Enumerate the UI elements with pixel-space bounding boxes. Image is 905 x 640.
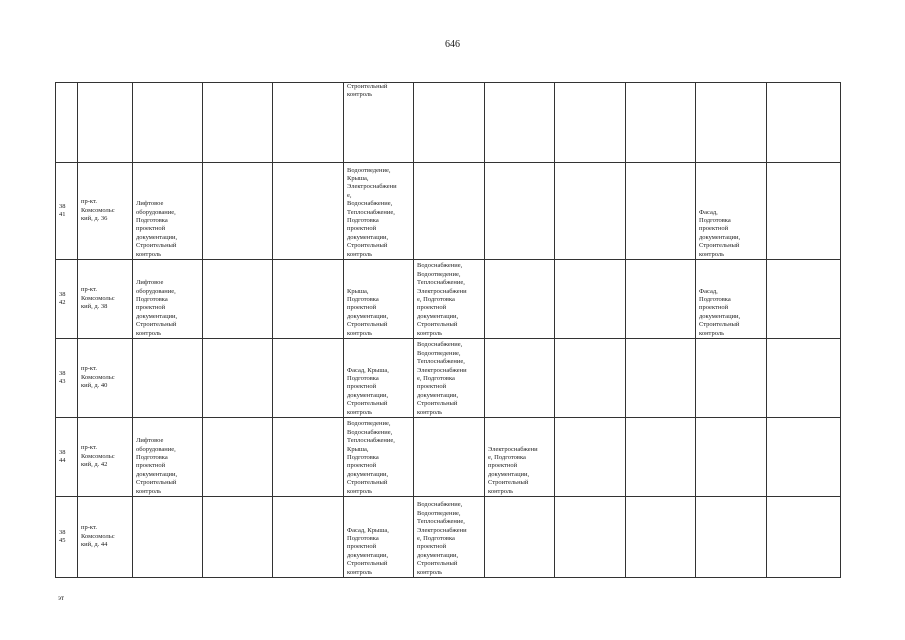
work-cell-5 <box>273 260 344 339</box>
row-number-cell <box>56 83 78 163</box>
work-cell-3 <box>133 497 203 578</box>
work-cell-3 <box>133 339 203 418</box>
work-cell-6: Водоотведение, Крыша, Электроснабжени е, Водоснабжение, Теплоснабжение, Подготовка проектной документации, Строительный контроль <box>344 163 414 260</box>
work-cell-8: Электроснабжени е, Подготовка проектной документации, Строительный контроль <box>485 418 555 497</box>
work-cell-4 <box>203 163 273 260</box>
work-cell-9 <box>555 83 626 163</box>
work-cell-7 <box>414 418 485 497</box>
address-cell: пр-кт. Комсомольс кий, д. 40 <box>78 339 133 418</box>
address-cell: пр-кт. Комсомольс кий, д. 36 <box>78 163 133 260</box>
row-number-cell: 38 45 <box>56 497 78 578</box>
work-cell-11: Фасад, Подготовка проектной документации, Строительный контроль <box>696 260 767 339</box>
work-cell-7 <box>414 163 485 260</box>
address-cell <box>78 83 133 163</box>
table-row <box>56 83 841 163</box>
work-cell-9 <box>555 163 626 260</box>
address-cell: пр-кт. Комсомольс кий, д. 44 <box>78 497 133 578</box>
work-cell-8 <box>485 83 555 163</box>
row-number-cell: 38 44 <box>56 418 78 497</box>
row-number-cell: 38 41 <box>56 163 78 260</box>
work-cell-7: Водоснабжение, Водоотведение, Теплоснабжение, Электроснабжени е, Подготовка проектной документации, Строительный контроль <box>414 497 485 578</box>
work-cell-5 <box>273 83 344 163</box>
work-cell-4 <box>203 260 273 339</box>
repair-schedule-table <box>55 82 841 578</box>
work-cell-9 <box>555 260 626 339</box>
work-cell-9 <box>555 339 626 418</box>
work-cell-5 <box>273 418 344 497</box>
work-cell-4 <box>203 497 273 578</box>
work-cell-9 <box>555 497 626 578</box>
work-cell-7 <box>414 83 485 163</box>
work-cell-8 <box>485 163 555 260</box>
work-cell-8 <box>485 497 555 578</box>
work-cell-4 <box>203 339 273 418</box>
work-cell-10 <box>626 163 696 260</box>
work-cell-7: Водоснабжение, Водоотведение, Теплоснабжение, Электроснабжени е, Подготовка проектной документации, Строительный контроль <box>414 339 485 418</box>
work-cell-12 <box>767 83 841 163</box>
work-cell-7: Водоснабжение, Водоотведение, Теплоснабжение, Электроснабжени е, Подготовка проектной документации, Строительный контроль <box>414 260 485 339</box>
work-cell-3 <box>133 83 203 163</box>
work-cell-12 <box>767 497 841 578</box>
work-cell-3: Лифтовое оборудование, Подготовка проектной документации, Строительный контроль <box>133 260 203 339</box>
table-row <box>56 163 841 260</box>
work-cell-5 <box>273 497 344 578</box>
work-cell-6: Крыша, Подготовка проектной документации, Строительный контроль <box>344 260 414 339</box>
footer-mark: эт <box>58 594 65 602</box>
work-cell-6: Фасад, Крыша, Подготовка проектной документации, Строительный контроль <box>344 497 414 578</box>
table-row <box>56 497 841 578</box>
work-cell-3: Лифтовое оборудование, Подготовка проектной документации, Строительный контроль <box>133 418 203 497</box>
work-cell-12 <box>767 163 841 260</box>
work-cell-11 <box>696 418 767 497</box>
work-cell-6: Строительный контроль <box>344 83 414 163</box>
work-cell-5 <box>273 339 344 418</box>
work-cell-10 <box>626 83 696 163</box>
work-cell-3: Лифтовое оборудование, Подготовка проектной документации, Строительный контроль <box>133 163 203 260</box>
work-cell-12 <box>767 339 841 418</box>
work-cell-5 <box>273 163 344 260</box>
work-cell-11 <box>696 339 767 418</box>
address-cell: пр-кт. Комсомольс кий, д. 42 <box>78 418 133 497</box>
work-cell-8 <box>485 339 555 418</box>
work-cell-11 <box>696 83 767 163</box>
work-cell-10 <box>626 260 696 339</box>
work-cell-11: Фасад, Подготовка проектной документации, Строительный контроль <box>696 163 767 260</box>
page-number: 646 <box>445 39 460 50</box>
work-cell-6: Фасад, Крыша, Подготовка проектной документации, Строительный контроль <box>344 339 414 418</box>
work-cell-6: Водоотведение, Водоснабжение, Теплоснабжение, Крыша, Подготовка проектной документации, Строительный контроль <box>344 418 414 497</box>
work-cell-11 <box>696 497 767 578</box>
row-number-cell: 38 42 <box>56 260 78 339</box>
work-cell-8 <box>485 260 555 339</box>
work-cell-10 <box>626 339 696 418</box>
table-row <box>56 339 841 418</box>
work-cell-9 <box>555 418 626 497</box>
work-cell-12 <box>767 418 841 497</box>
table-row <box>56 418 841 497</box>
address-cell: пр-кт. Комсомольс кий, д. 38 <box>78 260 133 339</box>
row-number-cell: 38 43 <box>56 339 78 418</box>
work-cell-4 <box>203 418 273 497</box>
work-cell-12 <box>767 260 841 339</box>
work-cell-4 <box>203 83 273 163</box>
work-cell-10 <box>626 418 696 497</box>
work-cell-10 <box>626 497 696 578</box>
table-row <box>56 260 841 339</box>
